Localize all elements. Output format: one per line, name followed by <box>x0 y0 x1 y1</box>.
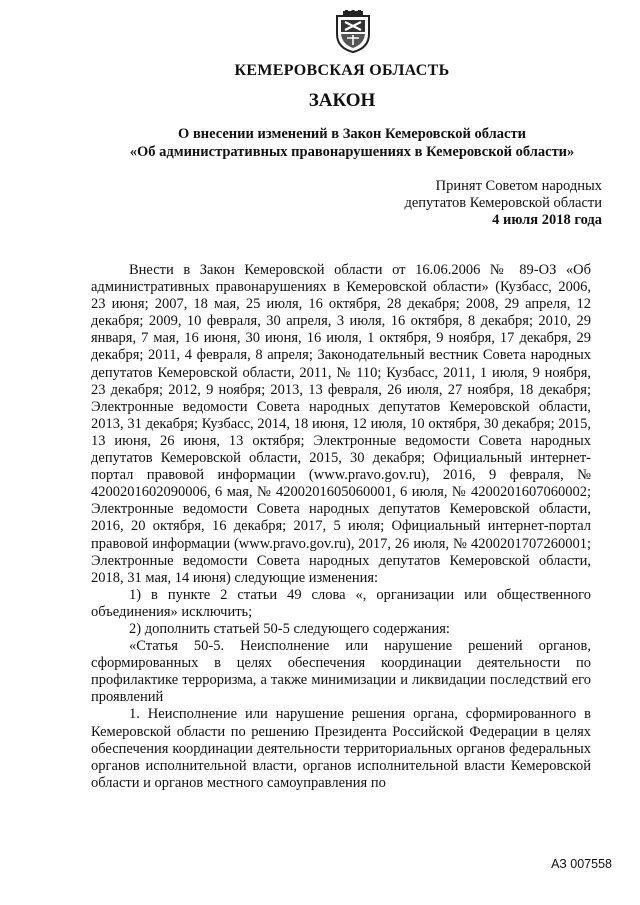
adoption-note <box>404 178 602 229</box>
article-paragraph-1: 1. Неисполнение или нарушение решения органа, сформированного в Кемеровской области по решению Президента Российской Федерации в целях обеспечения координации деятельности территориальных органов федеральных органов исполнительной власти, органов исполнительной власти Кемеровской области и органов местного самоуправления по <box>91 706 591 791</box>
law-heading: ЗАКОН <box>308 90 376 111</box>
title-line-2: «Об административных правонарушениях в Кемеровской области» <box>129 144 575 160</box>
intro-paragraph: Внести в Закон Кемеровской области от 16.06.2006 № 89-ОЗ «Об административных правонарушениях в Кемеровской области» (Кузбасс, 2006, 23 июня; 2007, 18 мая, 25 июля, 16 октября, 28 декабря; 2008, 29 апреля, 12 декабря; 2009, 10 февраля, 30 апреля, 3 июля, 16 октября, 8 декабря; 2010, 29 января, 7 мая, 16 июня, 30 июня, 16 июля, 1 октября, 9 ноября, 17 декабря, 29 декабря; 2011, 4 февраля, 8 апреля; Законодательный вестник Совета народных депутатов Кемеровской области, 2011, № 110; Кузбасс, 2011, 1 июля, 9 ноября, 23 декабря; 2012, 9 ноября; 2013, 13 февраля, 26 июля, 27 ноября, 18 декабря; Электронные ведомости Совета народных депутатов Кемеровской области, 2013, 31 декабря; Кузбасс, 2014, 18 июня, 12 июля, 10 октября, 30 декабря; 2015, 13 июня, 26 июня, 13 октября; Электронные ведомости Совета народных депутатов Кемеровской области, 2015, 30 декабря; Официальный интернет-портал правовой информации (www.pravo.gov.ru), 2016, 9 февраля, № 4200201602090006, 6 мая, № 4200201605060001, 6 июля, № 4200201607060002; Электронные ведомости Совета народных депутатов Кемеровской области, 2016, 20 октября, 16 декабря; 2017, 5 июля; Официальный интернет-портал правовой информации (www.pravo.gov.ru), 2017, 26 июля, № 4200201707260001; Электронные ведомости Совета народных депутатов Кемеровской области, 2018, 31 мая, 14 июня) следующие изменения: <box>91 262 591 586</box>
adoption-date: 4 июля 2018 года <box>492 212 602 228</box>
article-heading: «Статья 50-5. Неисполнение или нарушение решений органов, сформированных в целях обеспечения координации деятельности по профилактике терроризма, а также минимизации и ликвидации последствий его проявлений <box>91 638 591 706</box>
adoption-line-1: Принят Советом народных <box>435 178 602 194</box>
region-heading: КЕМЕРОВСКАЯ ОБЛАСТЬ <box>234 62 450 79</box>
amendment-item-2: 2) дополнить статьей 50-5 следующего содержания: <box>129 620 450 637</box>
form-serial-code: АЗ 007558 <box>551 857 612 871</box>
coat-of-arms-emblem <box>333 10 373 54</box>
adoption-line-2: депутатов Кемеровской области <box>404 195 602 211</box>
document-body <box>91 262 591 792</box>
amendment-item-1: 1) в пункте 2 статьи 49 слова «, организации или общественного объединения» исключить; <box>91 586 591 620</box>
document-title <box>92 125 612 161</box>
title-line-1: О внесении изменений в Закон Кемеровской области <box>178 126 526 142</box>
